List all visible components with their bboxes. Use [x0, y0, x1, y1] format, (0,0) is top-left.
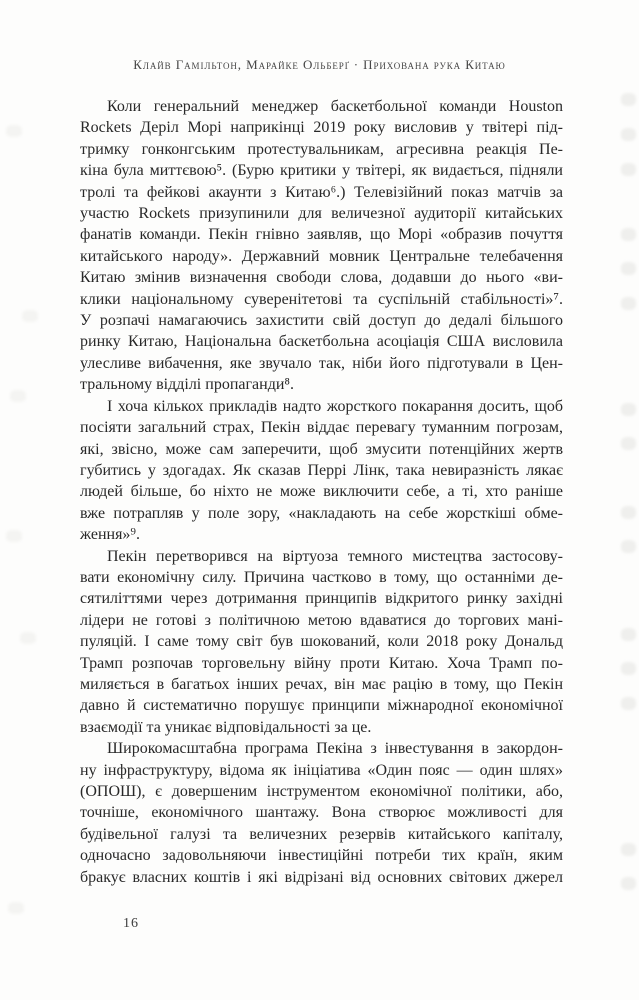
text-line: Rockets Деріл Морі наприкінці 2019 року висловив у твітері під- [80, 119, 563, 137]
text-line: тримку гонконгським протестувальникам, агресивна реакція Пе- [80, 140, 563, 158]
text-line: губитись у здогадах. Як сказав Перрі Лінк, така невиразність лякає [80, 461, 563, 479]
scan-smudge [8, 902, 24, 914]
text-line: людей більше, бо ніхто не може виключити себе, а ті, хто раніше [80, 483, 563, 501]
text-line: Коли генеральний менеджер баскетбольної команди Houston [107, 98, 563, 115]
text-line: Китаю змінив визначення свободи слова, додавши до нього «ви- [80, 269, 563, 287]
text-line: ження»⁹. [80, 526, 141, 544]
text-line: вати економічну силу. Причина частково в тому, що останніми де- [80, 568, 563, 586]
text-line: одночасно задовольняючи інвестиційні потреби тих країн, яким [80, 847, 563, 865]
scan-smudge [621, 662, 636, 675]
scan-smudge [621, 297, 636, 310]
page-number: 16 [123, 916, 139, 931]
text-line: улесливе вибачення, яке звучало так, ніби його підготували в Цен- [80, 354, 563, 372]
text-line: (ОПОШ), є довершеним інструментом економічної політики, або, [80, 783, 563, 800]
scan-smudge [621, 437, 636, 450]
scan-smudge [621, 628, 636, 641]
running-header: Клайв Гамільтон, Марайке Ольберґ · Прихована рука Китаю [133, 57, 506, 72]
text-line: тральному відділі пропаганди⁸. [80, 376, 294, 394]
text-line: давно й систематично порушує принципи міжнародної економічної [80, 697, 563, 715]
text-line: лідери не готові з політичною метою вдаватися до торгових мані- [80, 611, 563, 629]
text-line: фанатів команди. Пекін гнівно заявляв, що Морі «образив почуття [80, 226, 563, 244]
scan-smudge [621, 506, 636, 519]
text-line: У розпачі намагаючись захистити свій доступ до дедалі більшого [80, 312, 563, 330]
text-line: сятиліттями через дотримання принципів відкритого ринку західні [80, 590, 563, 608]
text-line: вже потрапляв у поле зору, «накладають на себе жорсткіші обме- [80, 504, 563, 522]
text-line: ну інфраструктуру, відома як ініціатива «Один пояс — один шлях» [80, 761, 563, 779]
text-line: посіяти загальний страх, Пекін віддає перевагу туманним погрозам, [80, 419, 563, 437]
text-line: точніше, економічного шантажу. Вона створює можливості для [80, 804, 563, 822]
scan-smudge [621, 540, 636, 553]
text-line: миляється в багатьох інших речах, він має рацію в тому, що Пекін [80, 675, 563, 693]
text-line: Широкомасштабна програма Пекіна з інвестування в закордон- [107, 740, 563, 758]
scan-smudge [10, 390, 26, 402]
scan-smudge [621, 128, 636, 141]
body-text [80, 96, 563, 888]
text-line: участю Rockets призупинили для величезної аудиторії китайських [80, 205, 563, 223]
paragraph [80, 396, 563, 546]
text-line: будівельної галузі та величезних резервів китайського капіталу, [80, 825, 563, 843]
scan-smudge [621, 697, 636, 710]
paragraph [80, 738, 563, 888]
scan-smudge [621, 163, 636, 176]
text-line: Трамп розпочав торговельну війну проти Китаю. Хоча Трамп по- [80, 654, 563, 672]
scan-smudge [621, 877, 636, 890]
scan-smudge [22, 310, 38, 322]
scan-smudge [6, 530, 22, 542]
scan-smudge [621, 843, 636, 856]
text-line: Пекін перетворився на віртуоза темного мистецтва застосову- [107, 547, 563, 565]
text-line: ринку Китаю, Національна баскетбольна асоціація США висловила [80, 333, 563, 351]
paragraph [80, 546, 563, 739]
scan-smudge [621, 262, 636, 275]
text-line: кіна була миттєвою⁵. (Бурю критики у твітері, як видається, підняли [80, 162, 563, 180]
text-line: клики національному суверенітетові та суспільній стабільності»⁷. [80, 290, 563, 308]
text-line: які, звісно, може сам заперечити, щоб змусити потенційних жертв [80, 440, 563, 458]
scan-smudge [621, 93, 636, 106]
scan-smudge [20, 632, 36, 644]
scan-smudge [621, 403, 636, 416]
text-line: пуляцій. І саме тому світ був шокований, коли 2018 року Дональд [80, 633, 563, 651]
scan-smudge [6, 125, 22, 137]
paragraph [80, 96, 563, 396]
text-line: І хоча кількох прикладів надто жорсткого покарання досить, щоб [107, 397, 563, 415]
scan-smudge [621, 228, 636, 241]
text-line: тролі та фейкові акаунти з Китаю⁶.) Телевізійний показ матчів за [80, 183, 563, 201]
text-line: бракує власних коштів і які відрізані від основних світових джерел [80, 868, 563, 886]
text-line: китайського народу». Державний мовник Центральне телебачення [80, 247, 563, 265]
text-line: взаємодії та уникає відповідальності за це. [80, 718, 372, 736]
